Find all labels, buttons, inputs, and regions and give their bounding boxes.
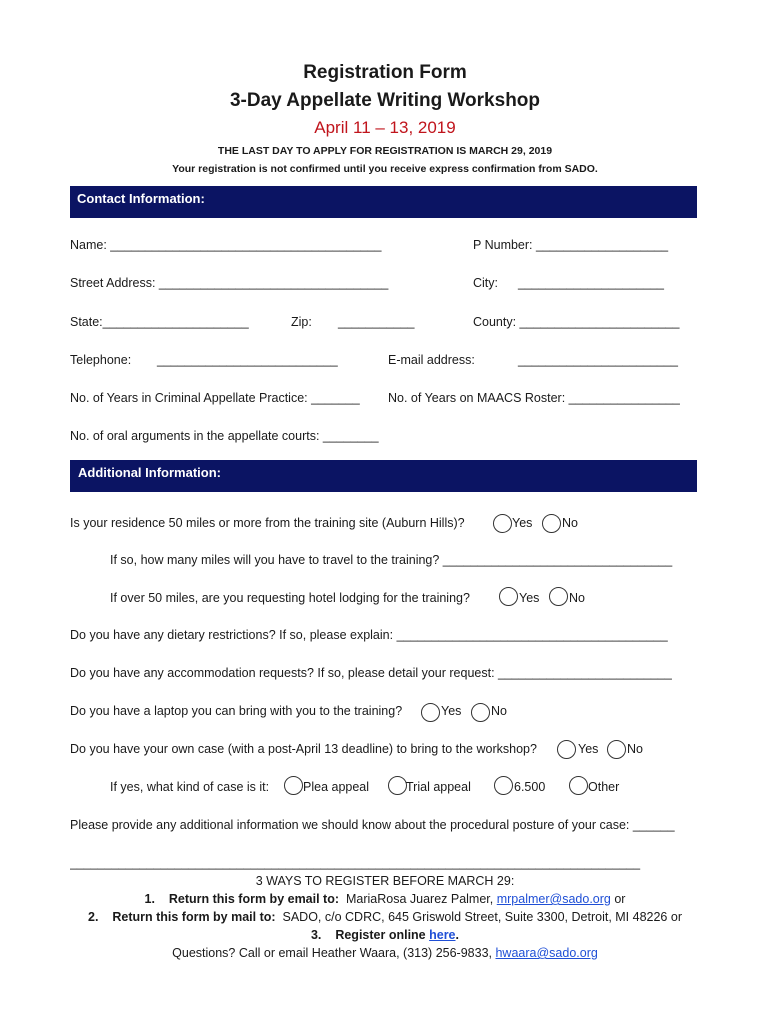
other-label: Other bbox=[588, 780, 620, 794]
p-number-field[interactable]: P Number: ___________________ bbox=[473, 238, 669, 252]
contact-section-header: Contact Information: bbox=[70, 186, 697, 218]
posture-question-field[interactable]: Please provide any additional information we should know about the procedural posture of your case: ______ bbox=[70, 818, 675, 832]
way-1-tail: or bbox=[614, 892, 626, 906]
plea-appeal-label: Plea appeal bbox=[303, 780, 370, 794]
rule-6500-radio[interactable] bbox=[494, 776, 513, 795]
register-online-link[interactable]: here bbox=[429, 928, 456, 942]
questions-line bbox=[0, 946, 770, 960]
posture-answer-line[interactable]: __________________________________________________________________________________ bbox=[70, 856, 641, 870]
way-3-tail: . bbox=[455, 928, 459, 942]
hotel-yes-radio[interactable] bbox=[499, 587, 518, 606]
city-label: City: bbox=[473, 276, 498, 290]
email-mrpalmer-link[interactable]: mrpalmer@sado.org bbox=[496, 892, 611, 906]
way-2-heading: Return this form by mail to: bbox=[112, 910, 276, 924]
own-case-no-radio[interactable] bbox=[607, 740, 626, 759]
residence-yes-radio[interactable] bbox=[493, 514, 512, 533]
laptop-question: Do you have a laptop you can bring with you to the training? bbox=[70, 704, 403, 718]
state-field[interactable]: State:_____________________ bbox=[70, 315, 249, 329]
dietary-question-field[interactable]: Do you have any dietary restrictions? If so, please explain: _______________________________________ bbox=[70, 628, 668, 642]
residence-no-label: No bbox=[562, 516, 578, 530]
laptop-no-radio[interactable] bbox=[471, 703, 490, 722]
register-ways-title: 3 WAYS TO REGISTER BEFORE MARCH 29: bbox=[255, 874, 515, 888]
own-case-question: Do you have your own case (with a post-April 13 deadline) to bring to the workshop? bbox=[70, 742, 537, 756]
email-label: E-mail address: bbox=[388, 353, 475, 367]
own-case-yes-label: Yes bbox=[578, 742, 599, 756]
register-way-1 bbox=[0, 892, 770, 906]
telephone-label: Telephone: bbox=[70, 353, 132, 367]
years-practice-field[interactable]: No. of Years in Criminal Appellate Practice: _______ bbox=[70, 391, 360, 405]
years-maacs-field[interactable]: No. of Years on MAACS Roster: ________________ bbox=[388, 391, 680, 405]
residence-yes-label: Yes bbox=[512, 516, 533, 530]
trial-appeal-radio[interactable] bbox=[388, 776, 407, 795]
form-title: Registration Form bbox=[303, 62, 467, 83]
way-1-number: 1. bbox=[144, 892, 155, 906]
residence-no-radio[interactable] bbox=[542, 514, 561, 533]
hotel-question: If over 50 miles, are you requesting hotel lodging for the training? bbox=[110, 591, 470, 605]
way-1-text: MariaRosa Juarez Palmer, bbox=[345, 892, 494, 906]
zip-label: Zip: bbox=[291, 315, 312, 329]
residence-question: Is your residence 50 miles or more from the training site (Auburn Hills)? bbox=[70, 516, 465, 530]
city-field[interactable]: _____________________ bbox=[518, 276, 664, 290]
email-field[interactable]: _______________________ bbox=[518, 353, 678, 367]
own-case-no-label: No bbox=[627, 742, 643, 756]
trial-appeal-label: Trial appeal bbox=[406, 780, 471, 794]
register-way-2 bbox=[0, 910, 770, 924]
way-2-text: SADO, c/o CDRC, 645 Griswold Street, Suite 3300, Detroit, MI 48226 or bbox=[282, 910, 682, 924]
hotel-no-label: No bbox=[569, 591, 585, 605]
workshop-dates: April 11 – 13, 2019 bbox=[314, 118, 456, 137]
additional-section-header: Additional Information: bbox=[70, 460, 697, 492]
name-field[interactable]: Name: _______________________________________ bbox=[70, 238, 382, 252]
laptop-no-label: No bbox=[491, 704, 507, 718]
way-3-heading: Register online bbox=[335, 928, 426, 942]
miles-question-field[interactable]: If so, how many miles will you have to travel to the training? _________________________________ bbox=[110, 553, 673, 567]
other-radio[interactable] bbox=[569, 776, 588, 795]
hotel-yes-label: Yes bbox=[519, 591, 540, 605]
county-field[interactable]: County: _______________________ bbox=[473, 315, 680, 329]
plea-appeal-radio[interactable] bbox=[284, 776, 303, 795]
hotel-no-radio[interactable] bbox=[549, 587, 568, 606]
street-address-field[interactable]: Street Address: _________________________________ bbox=[70, 276, 389, 290]
way-1-heading: Return this form by email to: bbox=[168, 892, 340, 906]
case-kind-question: If yes, what kind of case is it: bbox=[110, 780, 270, 794]
questions-text: Questions? Call or email Heather Waara, (313) 256-9833, bbox=[172, 946, 492, 960]
own-case-yes-radio[interactable] bbox=[557, 740, 576, 759]
accommodation-question-field[interactable]: Do you have any accommodation requests? If so, please detail your request: _________________________ bbox=[70, 666, 672, 680]
workshop-title: 3-Day Appellate Writing Workshop bbox=[229, 90, 541, 111]
way-3-number: 3. bbox=[310, 928, 322, 942]
zip-field[interactable]: ___________ bbox=[338, 315, 415, 329]
confirmation-notice: Your registration is not confirmed until you receive express confirmation from SADO. bbox=[172, 163, 598, 175]
laptop-yes-label: Yes bbox=[441, 704, 462, 718]
laptop-yes-radio[interactable] bbox=[421, 703, 440, 722]
email-hwaara-link[interactable]: hwaara@sado.org bbox=[495, 946, 598, 960]
way-2-number: 2. bbox=[88, 910, 99, 924]
register-way-3 bbox=[0, 928, 770, 942]
telephone-field[interactable]: __________________________ bbox=[157, 353, 338, 367]
rule-6500-label: 6.500 bbox=[514, 780, 546, 794]
oral-arguments-field[interactable]: No. of oral arguments in the appellate courts: ________ bbox=[70, 429, 379, 443]
deadline-notice: THE LAST DAY TO APPLY FOR REGISTRATION IS MARCH 29, 2019 bbox=[217, 145, 553, 157]
